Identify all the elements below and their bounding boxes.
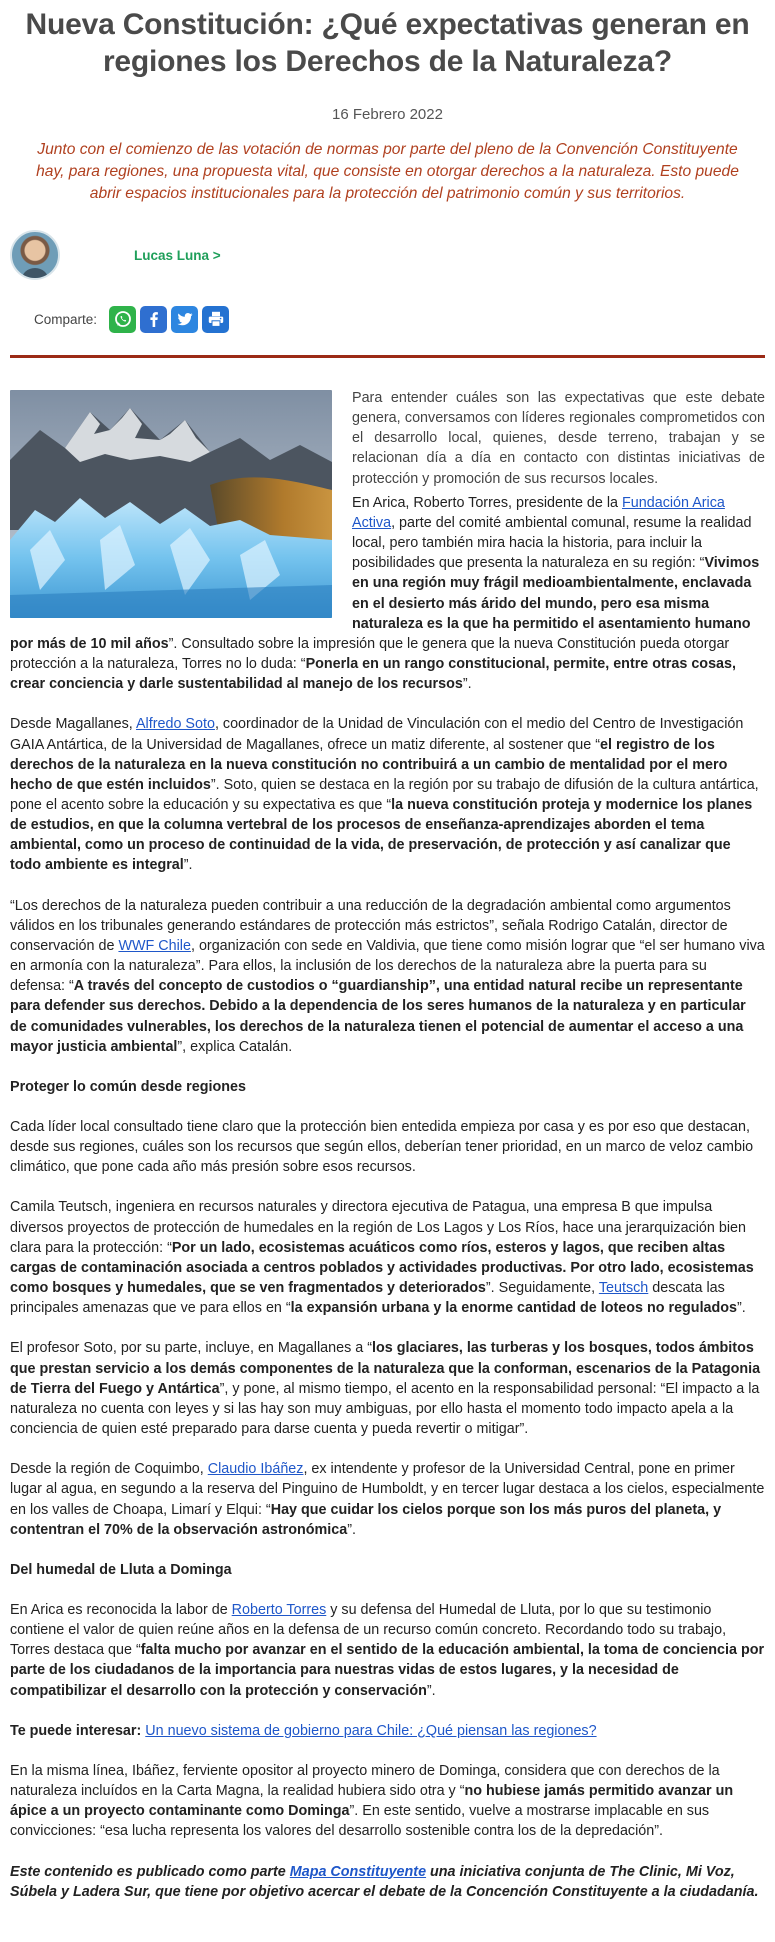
text: Desde la región de Coquimbo, bbox=[10, 1461, 208, 1478]
twitter-icon bbox=[175, 309, 195, 329]
print-button[interactable] bbox=[202, 306, 229, 333]
text: ”. En este sentido, vuelve a mostrarse implacable en sus convicciones: “esa lucha representa los valores del desarrollo sostenible contra los de la depredación”. bbox=[10, 1803, 710, 1840]
link-mapa-constituyente[interactable]: Mapa Constituyente bbox=[289, 1863, 427, 1880]
author-row bbox=[10, 229, 765, 281]
text: ”, y pone, al mismo tiempo, el acento en la responsabilidad personal: “El impacto a la naturaleza no cuenta con leyes y si las hay son muy ambiguas, por ello hasta el momento todo impacto apela a la conciencia de quien esté preparado para darse cuenta y pueda revertir o mitigar”. bbox=[10, 1380, 760, 1438]
text: Camila Teutsch, ingeniera en recursos naturales y directora ejecutiva de Patagua, una empresa B que impulsa diversos proyectos de protección de humedales en la región de Los Lagos y Los Ríos, hace una jerarquización bien clara para la protección: “ bbox=[10, 1199, 746, 1256]
quote-bold: no hubiese jamás permitido avanzar un ápice a un proyecto contaminante como Dominga bbox=[10, 1783, 734, 1820]
whatsapp-icon bbox=[113, 309, 133, 329]
link-wwf-chile[interactable]: WWF Chile bbox=[118, 937, 191, 954]
closing-note bbox=[10, 1862, 765, 1902]
link-roberto-torres[interactable]: Roberto Torres bbox=[231, 1601, 327, 1618]
quote-bold: Vivimos en una región muy frágil medioambientalmente, enclavada en el desierto más árido del mundo, pero esa misma naturaleza es la que ha permitido el asentamiento humano por más de 10 mil años bbox=[10, 555, 760, 652]
article-title: Nueva Constitución: ¿Qué expectativas generan en regiones los Derechos de la Naturaleza? bbox=[25, 8, 750, 78]
text: ”. bbox=[462, 676, 472, 693]
glacier-photo bbox=[10, 390, 332, 618]
quote-bold: Hay que cuidar los cielos porque son los más puros del planeta, y contentran el 70% de la observación astronómica bbox=[10, 1501, 722, 1538]
text: ”. bbox=[426, 1682, 436, 1699]
quote-bold: Por un lado, ecosistemas acuáticos como ríos, esteros y lagos, que reciben altas cargas de contaminación asociada a centros poblados y actividades productivas. Por otro lado, ecosistemas como bosques y humedales, que se ven fragmentados y deteriorados bbox=[10, 1239, 754, 1297]
share-bar bbox=[34, 299, 765, 339]
glacier-photo-image bbox=[10, 390, 332, 618]
related-label: Te puede interesar: bbox=[10, 1722, 142, 1739]
whatsapp-share-button[interactable] bbox=[109, 306, 136, 333]
paragraph-wwf bbox=[10, 896, 765, 1057]
article-date: 16 Febrero 2022 bbox=[332, 106, 443, 123]
text: , ex intendente y profesor de la Universidad Central, pone en primer lugar al agua, en segundo a la reserva del Pinguino de Humboldt, y en tercer lugar destaca a los cielos, especialmente en los valles de Choapa, Limarí y Elqui: “ bbox=[10, 1461, 765, 1518]
quote-bold: la nueva constitución proteja y modernice los planes de estudios, en que la columna vertebral de los procesos de enseñanza-aprendizajes aborden el tema ambiental, como un proceso de continuidad de la vida, de preservación, de protección y así canalizar que todo ambiente es integral bbox=[10, 796, 753, 874]
share-label: Comparte: bbox=[34, 311, 98, 327]
text: Este contenido es publicado como parte bbox=[10, 1863, 290, 1880]
related-article-link[interactable]: Un nuevo sistema de gobierno para Chile: ¿Qué piensan las regiones? bbox=[145, 1722, 597, 1739]
section-heading-proteger: Proteger lo común desde regiones bbox=[10, 1078, 246, 1095]
link-fundacion-arica-activa[interactable]: Fundación Arica Activa bbox=[352, 494, 725, 531]
text: En Arica es reconocida la labor de bbox=[10, 1601, 232, 1618]
text: El profesor Soto, por su parte, incluye, en Magallanes a “ bbox=[10, 1340, 372, 1357]
link-teutsch[interactable]: Teutsch bbox=[598, 1280, 649, 1297]
quote-bold: los glaciares, las turberas y los bosques, todos ámbitos que prestan servicio a los demás componentes de la naturaleza que la conforman, escenarios de la Patagonia de Tierra del Fuego y Antártica bbox=[10, 1340, 761, 1397]
intro-paragraph: Para entender cuáles son las expectativas que este debate genera, conversamos con líderes regionales comprometidos con el desarrollo local, quienes, desde terreno, trabajan y se relacionan día a día en contacto con distintas iniciativas de protección y promoción de sus recursos locales. bbox=[352, 390, 765, 487]
paragraph-dominga bbox=[10, 1761, 765, 1842]
author-avatar[interactable] bbox=[10, 230, 60, 280]
facebook-share-button[interactable] bbox=[140, 306, 167, 333]
text: ”. bbox=[347, 1521, 356, 1538]
related-article bbox=[10, 1721, 765, 1741]
text: , coordinador de la Unidad de Vinculación con el medio del Centro de Investigación GAIA Antártica, de la Universidad de Magallanes, ofrece un matiz diferente, al sostener que “ bbox=[10, 716, 744, 753]
quote-bold: el registro de los derechos de la naturaleza en la nueva constitución no contribuirá a un cambio de mentalidad por el mero hecho de que estén incluidos bbox=[10, 736, 728, 793]
print-icon bbox=[206, 309, 226, 329]
text: Desde Magallanes, bbox=[10, 716, 136, 733]
paragraph-coquimbo bbox=[10, 1459, 765, 1540]
paragraph-lideres: Cada líder local consultado tiene claro que la protección bien entedida empieza por casa y es por eso que destacan, desde sus regiones, cuáles son los recursos que según ellos, deberían tener prioridad, en un marco de veloz cambio climático, que pone cada año más presión sobre esos recursos. bbox=[10, 1119, 754, 1176]
text: “Los derechos de la naturaleza pueden contribuir a una reducción de la degradación ambiental como argumentos válidos en los tribunales generando estándares de protección más estrictos”, señala Rodrigo Catalán, director de conservación de bbox=[10, 897, 731, 954]
quote-bold: la expansión urbana y la enorme cantidad de loteos no regulados bbox=[290, 1300, 738, 1317]
link-claudio-ibanez[interactable]: Claudio Ibáñez bbox=[207, 1461, 304, 1478]
text: En Arica, Roberto Torres, presidente de la bbox=[352, 494, 623, 511]
paragraph-soto bbox=[10, 1338, 765, 1439]
twitter-share-button[interactable] bbox=[171, 306, 198, 333]
title-divider bbox=[10, 355, 765, 358]
paragraph-lluta bbox=[10, 1600, 765, 1701]
text: descata las principales amenazas que ve para ellos en “ bbox=[10, 1280, 725, 1317]
paragraph-teutsch bbox=[10, 1197, 765, 1318]
quote-bold: Ponerla en un rango constitucional, permite, entre otras cosas, crear conciencia y darle sustentabilidad al manejo de los recursos bbox=[10, 656, 736, 693]
article-body bbox=[10, 388, 765, 1902]
quote-bold: falta mucho por avanzar en el sentido de la educación ambiental, la toma de conciencia por parte de los ciudadanos de la importancia para nuestras vidas de estos lugares, y la necesidad de compatibilizar el desarrollo con la protección y conservación bbox=[10, 1642, 765, 1699]
text: ”. bbox=[183, 857, 193, 874]
text: En la misma línea, Ibáñez, ferviente opositor al proyecto minero de Dominga, considera que con derechos de la naturaleza incluídos en la Carta Magna, la realidad hubiera sido otra y “ bbox=[10, 1762, 720, 1800]
article-lead: Junto con el comienzo de las votación de normas por parte del pleno de la Convención Constituyente hay, para regiones, una propuesta vital, que consiste en otorgar derechos a la naturaleza. Esto puede abrir espacios institucionales para la protección del patrimonio común y sus territorios. bbox=[36, 141, 739, 202]
text: ”. Consultado sobre la impresión que le genera que la nueva Constitución pueda otorgar protección a la naturaleza, Torres no lo duda: “ bbox=[10, 635, 730, 673]
text: ”. Soto, quien se destaca en la región por su trabajo de difusión de la cultura antártica, pone el acento sobre la educación y su expectativa es que “ bbox=[10, 776, 759, 813]
paragraph-magallanes bbox=[10, 714, 765, 875]
text: ”. Seguidamente, bbox=[485, 1280, 599, 1297]
text: ”, explica Catalán. bbox=[177, 1038, 293, 1055]
author-name-link[interactable]: Lucas Luna > bbox=[134, 247, 221, 263]
text: ”. bbox=[737, 1300, 746, 1317]
link-alfredo-soto[interactable]: Alfredo Soto bbox=[135, 716, 215, 733]
text: y su defensa del Humedal de Lluta, por lo que su testimonio contiene el valor de quien reúne años en la defensa de un recurso común concreto. Recordando todo su trabajo, Torres destaca que “ bbox=[10, 1601, 727, 1659]
section-heading-lluta: Del humedal de Lluta a Dominga bbox=[10, 1561, 232, 1578]
text: una iniciativa conjunta de The Clinic, Mi Voz, Súbela y Ladera Sur, que tiene por objetivo acercar el debate de la Concención Constituyente a la ciudadanía. bbox=[10, 1863, 759, 1900]
text: , parte del comité ambiental comunal, resume la realidad local, pero también mira hacia la historia, para incluir la posibilidades que presenta la naturaleza en su región: “ bbox=[352, 514, 752, 572]
facebook-icon bbox=[144, 309, 164, 329]
quote-bold: A través del concepto de custodios o “guardianship”, una entidad natural recibe un representante para defender sus derechos. Debido a la dependencia de los seres humanos de la naturaleza y en particular de comunidades vulnerables, los derechos de la naturaleza tienen el potencial de aumentar el acceso a una mayor justicia ambiental bbox=[10, 978, 746, 1055]
text: , organización con sede en Valdivia, que tiene como misión lograr que “el ser humano viva en armonía con la naturaleza”. Para ellos, la inclusión de los derechos de la naturaleza abre la puerta para su defensa: “ bbox=[10, 937, 765, 995]
